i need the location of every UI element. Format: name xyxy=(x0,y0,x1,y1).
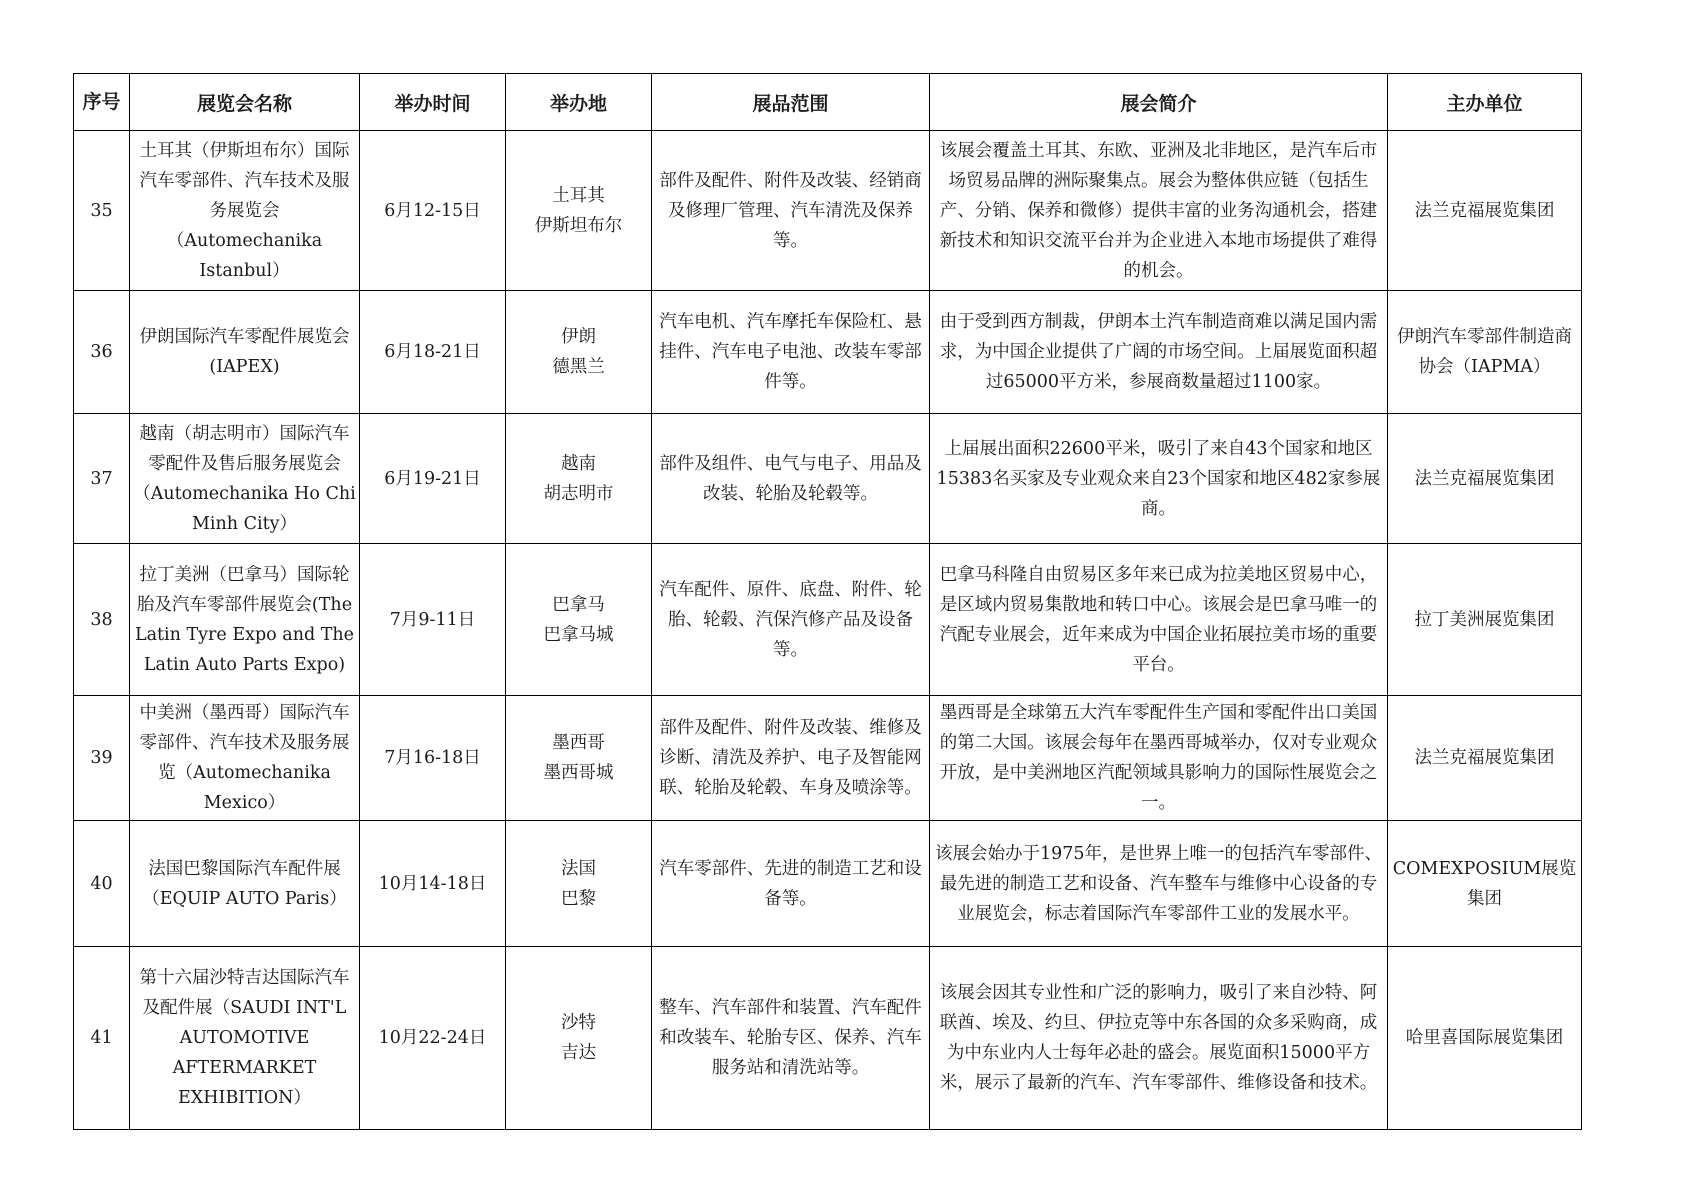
row-place-country: 伊朗 xyxy=(561,327,596,347)
header-seq: 序号 xyxy=(74,74,130,131)
row-organizer: 法兰克福展览集团 xyxy=(1388,696,1582,821)
row-time: 7月9-11日 xyxy=(360,544,506,696)
table-row xyxy=(74,414,1582,544)
row-time: 7月16-18日 xyxy=(360,696,506,821)
row-exhibit-range: 汽车零部件、先进的制造工艺和设备等。 xyxy=(652,821,930,947)
row-organizer: 哈里喜国际展览集团 xyxy=(1388,947,1582,1130)
row-place-country: 法国 xyxy=(561,858,596,879)
row-intro: 巴拿马科隆自由贸易区多年来已成为拉美地区贸易中心，是区域内贸易集散地和转口中心。该展会是巴拿马唯一的汽配专业展会，近年来成为中国企业拓展拉美市场的重要平台。 xyxy=(930,544,1388,696)
row-time: 10月14-18日 xyxy=(360,821,506,947)
row-intro: 由于受到西方制裁，伊朗本土汽车制造商难以满足国内需求，为中国企业提供了广阔的市场空间。上届展览面积超过65000平方米，参展商数量超过1100家。 xyxy=(930,291,1388,414)
table-row xyxy=(74,696,1582,821)
row-organizer: 伊朗汽车零部件制造商协会（IAPMA） xyxy=(1388,291,1582,414)
row-place-city: 伊斯坦布尔 xyxy=(534,215,623,236)
row-place xyxy=(506,544,652,696)
row-place-city: 德黑兰 xyxy=(552,357,605,377)
table-row xyxy=(74,947,1582,1130)
row-place xyxy=(506,821,652,947)
row-organizer: 拉丁美洲展览集团 xyxy=(1388,544,1582,696)
header-intro: 展会简介 xyxy=(930,74,1388,131)
row-seq: 38 xyxy=(74,544,130,696)
row-time: 6月18-21日 xyxy=(360,291,506,414)
row-exhibition-name: 法国巴黎国际汽车配件展（EQUIP AUTO Paris） xyxy=(130,821,360,947)
row-intro: 该展会覆盖土耳其、东欧、亚洲及北非地区，是汽车后市场贸易品牌的洲际聚集点。展会为整体供应链（包括生产、分销、保养和微修）提供丰富的业务沟通机会，搭建新技术和知识交流平台并为企业进入本地市场提供了难得的机会。 xyxy=(930,131,1388,291)
row-time: 10月22-24日 xyxy=(360,947,506,1130)
header-row xyxy=(74,74,1582,131)
row-place xyxy=(506,696,652,821)
row-seq: 36 xyxy=(74,291,130,414)
row-place-country: 沙特 xyxy=(561,1013,596,1033)
row-exhibition-name: 第十六届沙特吉达国际汽车及配件展（SAUDI INT'L AUTOMOTIVE AFTERMARKET EXHIBITION） xyxy=(130,947,360,1130)
row-exhibition-name: 拉丁美洲（巴拿马）国际轮胎及汽车零部件展览会(The Latin Tyre Expo and The Latin Auto Parts Expo) xyxy=(130,544,360,696)
row-exhibition-name: 伊朗国际汽车零配件展览会(IAPEX) xyxy=(130,291,360,414)
row-seq: 37 xyxy=(74,414,130,544)
document-page xyxy=(73,73,1581,1130)
row-organizer: 法兰克福展览集团 xyxy=(1388,414,1582,544)
row-intro: 该展会始办于1975年，是世界上唯一的包括汽车零部件、最先进的制造工艺和设备、汽车整车与维修中心设备的专业展览会，标志着国际汽车零部件工业的发展水平。 xyxy=(930,821,1388,947)
header-organizer: 主办单位 xyxy=(1388,74,1582,131)
table-row xyxy=(74,291,1582,414)
row-exhibit-range: 部件及组件、电气与电子、用品及改装、轮胎及轮毂等。 xyxy=(652,414,930,544)
row-time: 6月19-21日 xyxy=(360,414,506,544)
row-seq: 40 xyxy=(74,821,130,947)
row-place-country: 墨西哥 xyxy=(552,733,605,753)
row-place-city: 吉达 xyxy=(561,1043,596,1063)
row-organizer: 法兰克福展览集团 xyxy=(1388,131,1582,291)
header-range: 展品范围 xyxy=(652,74,930,131)
row-exhibition-name: 中美洲（墨西哥）国际汽车零部件、汽车技术及服务展览（Automechanika Mexico） xyxy=(130,696,360,821)
row-exhibit-range: 部件及配件、附件及改装、维修及诊断、清洗及养护、电子及智能网联、轮胎及轮毂、车身及喷涂等。 xyxy=(652,696,930,821)
table-row xyxy=(74,821,1582,947)
row-place-country: 土耳其 xyxy=(552,185,605,206)
row-exhibition-name: 土耳其（伊斯坦布尔）国际汽车零部件、汽车技术及服务展览会（Automechanika Istanbul） xyxy=(130,131,360,291)
row-organizer: COMEXPOSIUM展览集团 xyxy=(1388,821,1582,947)
row-exhibit-range: 汽车电机、汽车摩托车保险杠、悬挂件、汽车电子电池、改装车零部件等。 xyxy=(652,291,930,414)
row-seq: 41 xyxy=(74,947,130,1130)
header-place: 举办地 xyxy=(506,74,652,131)
row-time: 6月12-15日 xyxy=(360,131,506,291)
row-exhibit-range: 部件及配件、附件及改装、经销商及修理厂管理、汽车清洗及保养等。 xyxy=(652,131,930,291)
table-row xyxy=(74,131,1582,291)
row-place-country: 越南 xyxy=(561,453,596,474)
header-name: 展览会名称 xyxy=(130,74,360,131)
row-intro: 墨西哥是全球第五大汽车零配件生产国和零配件出口美国的第二大国。该展会每年在墨西哥城举办，仅对专业观众开放，是中美洲地区汽配领域具影响力的国际性展览会之一。 xyxy=(930,696,1388,821)
row-exhibit-range: 整车、汽车部件和装置、汽车配件和改装车、轮胎专区、保养、汽车服务站和清洗站等。 xyxy=(652,947,930,1130)
table-row xyxy=(74,544,1582,696)
row-place xyxy=(506,131,652,291)
row-place xyxy=(506,414,652,544)
row-intro: 该展会因其专业性和广泛的影响力，吸引了来自沙特、阿联酋、埃及、约旦、伊拉克等中东各国的众多采购商，成为中东业内人士每年必赴的盛会。展览面积15000平方米，展示了最新的汽车、汽车零部件、维修设备和技术。 xyxy=(930,947,1388,1130)
row-intro: 上届展出面积22600平米，吸引了来自43个国家和地区15383名买家及专业观众来自23个国家和地区482家参展商。 xyxy=(930,414,1388,544)
row-place-city: 胡志明市 xyxy=(543,483,614,504)
row-place-city: 巴拿马城 xyxy=(543,624,614,645)
row-place-city: 巴黎 xyxy=(561,888,596,909)
row-place xyxy=(506,947,652,1130)
header-time: 举办时间 xyxy=(360,74,506,131)
row-seq: 39 xyxy=(74,696,130,821)
row-place xyxy=(506,291,652,414)
row-place-city: 墨西哥城 xyxy=(543,763,614,783)
row-seq: 35 xyxy=(74,131,130,291)
row-exhibit-range: 汽车配件、原件、底盘、附件、轮胎、轮毂、汽保汽修产品及设备等。 xyxy=(652,544,930,696)
exhibition-table xyxy=(73,73,1582,1130)
row-place-country: 巴拿马 xyxy=(552,594,605,615)
row-exhibition-name: 越南（胡志明市）国际汽车零配件及售后服务展览会（Automechanika Ho Chi Minh City） xyxy=(130,414,360,544)
